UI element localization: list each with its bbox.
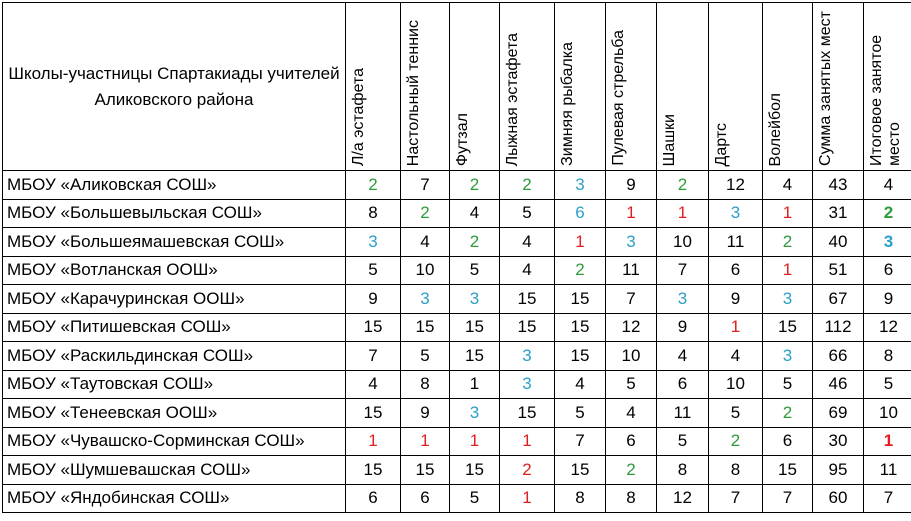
place-cell: 1: [450, 370, 500, 399]
place-cell: 112: [813, 313, 864, 342]
place-cell: 15: [346, 456, 401, 485]
place-cell: 66: [813, 342, 864, 371]
place-cell: 3: [657, 285, 709, 314]
place-cell: 2: [346, 171, 401, 200]
place-cell: 10: [864, 399, 911, 428]
table-row: [3, 228, 911, 257]
place-cell: 4: [763, 171, 813, 200]
column-header-label: Л/а эстафета: [350, 67, 367, 166]
place-cell: 1: [657, 199, 709, 228]
place-cell: 6: [657, 370, 709, 399]
place-cell: 15: [500, 313, 555, 342]
place-cell: 6: [763, 427, 813, 456]
place-cell: 6: [606, 427, 657, 456]
place-cell: 8: [657, 456, 709, 485]
place-cell: 7: [401, 171, 450, 200]
place-cell: 2: [500, 171, 555, 200]
place-cell: 11: [709, 228, 763, 257]
place-cell: 1: [450, 427, 500, 456]
school-name: МБОУ «Таутовская СОШ»: [3, 370, 346, 399]
column-header-label: Итоговое занятое место: [868, 34, 903, 166]
place-cell: 5: [709, 399, 763, 428]
school-column-header: Школы-участницы Спартакиады учителей Аликовского района: [3, 3, 346, 171]
place-cell: 8: [864, 342, 911, 371]
table-row: [3, 171, 911, 200]
place-cell: 6: [401, 484, 450, 513]
column-header-label: Сумма занятых мест: [817, 11, 834, 166]
table-row: [3, 313, 911, 342]
column-header: [657, 3, 709, 171]
place-cell: 8: [606, 484, 657, 513]
place-cell: 15: [555, 285, 606, 314]
school-name: МБОУ «Чувашско-Сорминская СОШ»: [3, 427, 346, 456]
place-cell: 8: [555, 484, 606, 513]
place-cell: 12: [709, 171, 763, 200]
place-cell: 11: [606, 256, 657, 285]
place-cell: 12: [657, 484, 709, 513]
place-cell: 7: [555, 427, 606, 456]
place-cell: 2: [763, 399, 813, 428]
place-cell: 3: [346, 228, 401, 257]
place-cell: 1: [401, 427, 450, 456]
place-cell: 10: [401, 256, 450, 285]
place-cell: 1: [763, 256, 813, 285]
place-cell: 15: [346, 399, 401, 428]
place-cell: 3: [450, 399, 500, 428]
place-cell: 46: [813, 370, 864, 399]
column-header-label: Футзал: [454, 112, 471, 166]
place-cell: 1: [864, 427, 911, 456]
table-row: [3, 399, 911, 428]
column-header: [763, 3, 813, 171]
place-cell: 15: [555, 456, 606, 485]
place-cell: 15: [763, 456, 813, 485]
place-cell: 1: [555, 228, 606, 257]
place-cell: 5: [763, 370, 813, 399]
place-cell: 4: [500, 228, 555, 257]
place-cell: 5: [864, 370, 911, 399]
school-name: МБОУ «Питишевская СОШ»: [3, 313, 346, 342]
column-header: [864, 3, 911, 171]
place-cell: 1: [500, 427, 555, 456]
place-cell: 4: [346, 370, 401, 399]
place-cell: 3: [450, 285, 500, 314]
place-cell: 9: [606, 171, 657, 200]
place-cell: 7: [346, 342, 401, 371]
place-cell: 4: [606, 399, 657, 428]
place-cell: 1: [763, 199, 813, 228]
place-cell: 2: [606, 456, 657, 485]
place-cell: 3: [401, 285, 450, 314]
place-cell: 6: [346, 484, 401, 513]
table-body: [3, 171, 911, 513]
place-cell: 15: [555, 313, 606, 342]
place-cell: 2: [864, 199, 911, 228]
place-cell: 4: [709, 342, 763, 371]
column-header: [813, 3, 864, 171]
place-cell: 3: [763, 285, 813, 314]
place-cell: 6: [864, 256, 911, 285]
place-cell: 2: [763, 228, 813, 257]
table-row: [3, 427, 911, 456]
place-cell: 4: [657, 342, 709, 371]
place-cell: 5: [401, 342, 450, 371]
place-cell: 11: [657, 399, 709, 428]
column-header-label: Настольный теннис: [405, 19, 422, 166]
place-cell: 11: [864, 456, 911, 485]
place-cell: 8: [346, 199, 401, 228]
place-cell: 15: [763, 313, 813, 342]
place-cell: 2: [450, 171, 500, 200]
place-cell: 2: [555, 256, 606, 285]
school-name: МБОУ «Большеямашевская СОШ»: [3, 228, 346, 257]
place-cell: 5: [450, 484, 500, 513]
place-cell: 51: [813, 256, 864, 285]
header-row: [3, 3, 911, 171]
place-cell: 6: [709, 256, 763, 285]
table-row: [3, 342, 911, 371]
place-cell: 5: [346, 256, 401, 285]
place-cell: 60: [813, 484, 864, 513]
school-name: МБОУ «Тенеевская ООШ»: [3, 399, 346, 428]
place-cell: 7: [657, 256, 709, 285]
place-cell: 15: [555, 342, 606, 371]
place-cell: 31: [813, 199, 864, 228]
table-row: [3, 256, 911, 285]
table-row: [3, 285, 911, 314]
place-cell: 1: [709, 313, 763, 342]
place-cell: 7: [709, 484, 763, 513]
place-cell: 12: [606, 313, 657, 342]
place-cell: 10: [606, 342, 657, 371]
place-cell: 2: [709, 427, 763, 456]
place-cell: 2: [500, 456, 555, 485]
place-cell: 5: [555, 399, 606, 428]
place-cell: 9: [709, 285, 763, 314]
place-cell: 4: [864, 171, 911, 200]
place-cell: 15: [500, 399, 555, 428]
place-cell: 10: [709, 370, 763, 399]
school-name: МБОУ «Яндобинская СОШ»: [3, 484, 346, 513]
column-header: [709, 3, 763, 171]
place-cell: 5: [450, 256, 500, 285]
place-cell: 1: [500, 484, 555, 513]
place-cell: 4: [555, 370, 606, 399]
place-cell: 9: [401, 399, 450, 428]
column-header: [500, 3, 555, 171]
place-cell: 4: [450, 199, 500, 228]
place-cell: 69: [813, 399, 864, 428]
place-cell: 7: [864, 484, 911, 513]
place-cell: 2: [657, 171, 709, 200]
place-cell: 9: [657, 313, 709, 342]
place-cell: 15: [450, 313, 500, 342]
place-cell: 5: [606, 370, 657, 399]
column-header-label: Шашки: [661, 113, 678, 166]
place-cell: 12: [864, 313, 911, 342]
place-cell: 1: [346, 427, 401, 456]
place-cell: 30: [813, 427, 864, 456]
place-cell: 3: [864, 228, 911, 257]
place-cell: 1: [606, 199, 657, 228]
place-cell: 3: [709, 199, 763, 228]
place-cell: 40: [813, 228, 864, 257]
place-cell: 3: [500, 342, 555, 371]
place-cell: 15: [500, 285, 555, 314]
column-header: [555, 3, 606, 171]
place-cell: 15: [401, 456, 450, 485]
place-cell: 7: [606, 285, 657, 314]
column-header-label: Волейбол: [767, 92, 784, 166]
place-cell: 15: [450, 456, 500, 485]
column-header-label: Лыжная эстафета: [504, 32, 521, 166]
place-cell: 6: [555, 199, 606, 228]
column-header: [450, 3, 500, 171]
place-cell: 3: [500, 370, 555, 399]
school-name: МБОУ «Карачуринская ООШ»: [3, 285, 346, 314]
place-cell: 67: [813, 285, 864, 314]
column-header: [346, 3, 401, 171]
table-row: [3, 199, 911, 228]
place-cell: 8: [709, 456, 763, 485]
place-cell: 3: [763, 342, 813, 371]
results-table: [2, 2, 911, 513]
place-cell: 9: [346, 285, 401, 314]
school-name: МБОУ «Вотланская ООШ»: [3, 256, 346, 285]
place-cell: 5: [500, 199, 555, 228]
place-cell: 2: [450, 228, 500, 257]
place-cell: 3: [555, 171, 606, 200]
school-name: МБОУ «Раскильдинская СОШ»: [3, 342, 346, 371]
table-row: [3, 484, 911, 513]
column-header-label: Дартс: [713, 122, 730, 166]
place-cell: 7: [763, 484, 813, 513]
place-cell: 8: [401, 370, 450, 399]
place-cell: 4: [500, 256, 555, 285]
column-header-label: Пулевая стрельба: [610, 30, 627, 166]
place-cell: 5: [657, 427, 709, 456]
school-name: МБОУ «Шумшевашская СОШ»: [3, 456, 346, 485]
column-header: [401, 3, 450, 171]
place-cell: 10: [657, 228, 709, 257]
place-cell: 15: [401, 313, 450, 342]
column-header: [606, 3, 657, 171]
place-cell: 15: [450, 342, 500, 371]
place-cell: 43: [813, 171, 864, 200]
school-name: МБОУ «Большевыльская СОШ»: [3, 199, 346, 228]
place-cell: 15: [346, 313, 401, 342]
column-header-label: Зимняя рыбалка: [559, 42, 576, 166]
table-row: [3, 456, 911, 485]
place-cell: 9: [864, 285, 911, 314]
place-cell: 2: [401, 199, 450, 228]
place-cell: 3: [606, 228, 657, 257]
place-cell: 4: [401, 228, 450, 257]
place-cell: 95: [813, 456, 864, 485]
table-row: [3, 370, 911, 399]
school-name: МБОУ «Аликовская СОШ»: [3, 171, 346, 200]
